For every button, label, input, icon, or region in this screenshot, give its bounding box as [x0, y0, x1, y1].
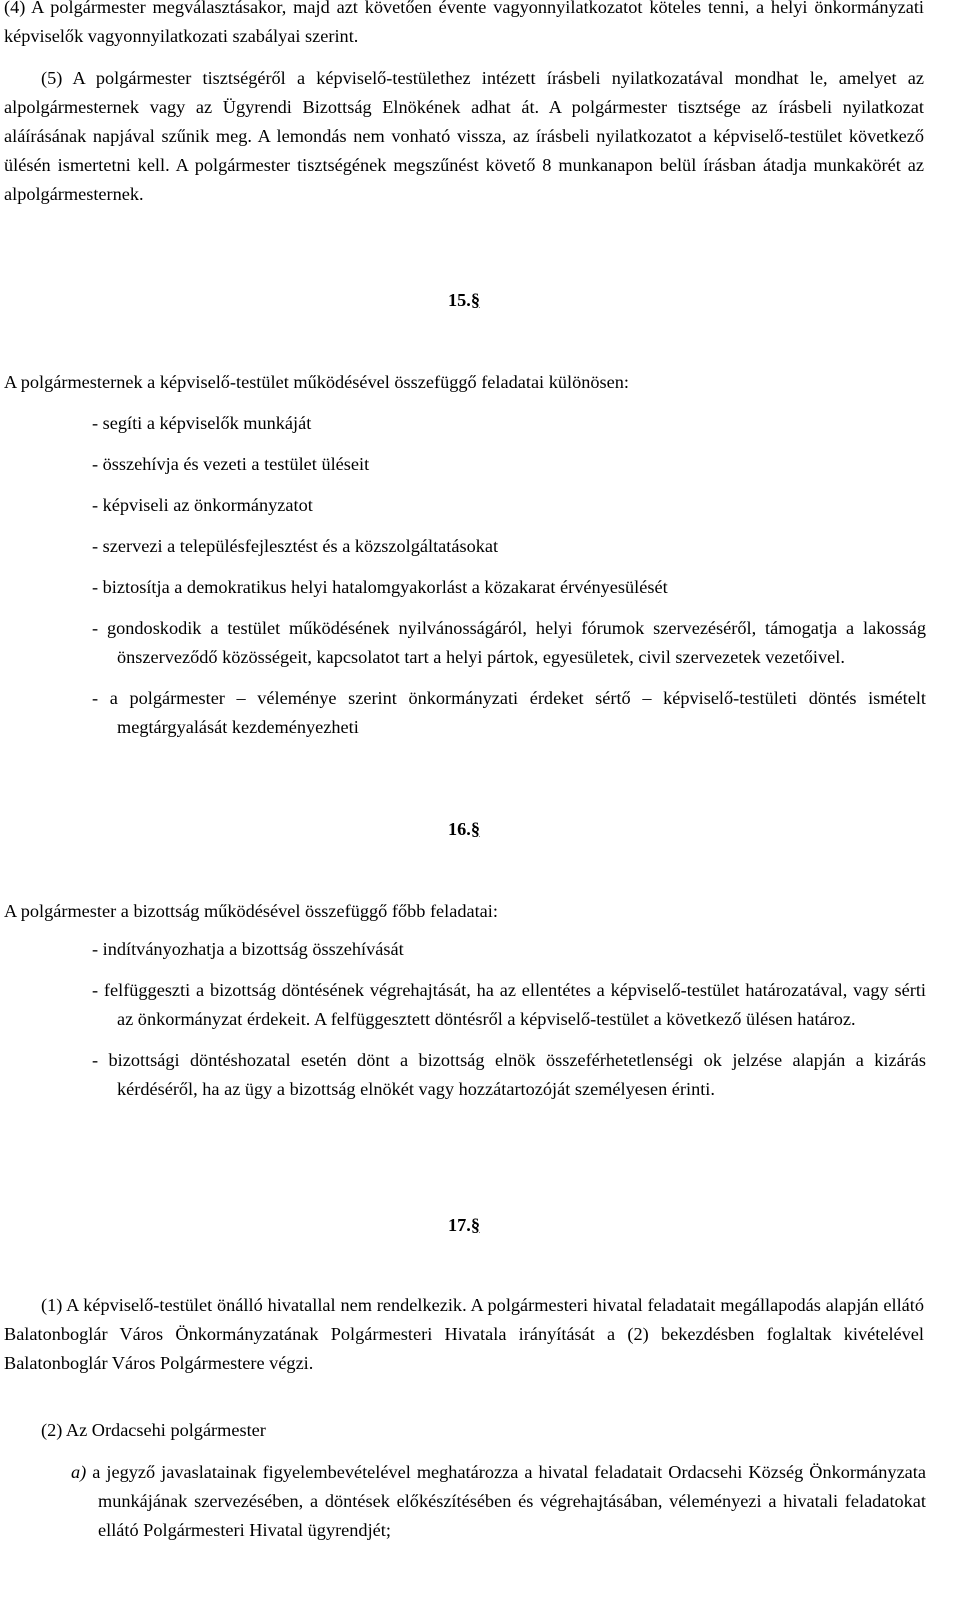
- section-number: 16.: [448, 819, 471, 839]
- list-item: - gondoskodik a testület működésének nyilvánosságáról, helyi fórumok szervezéséről, támogatja a lakosság önszerveződő közösségeit, kapcsolatot tart a helyi pártok, egyesületek, civil szervezetek vezetőivel.: [92, 618, 926, 667]
- section-16-list: [0, 935, 926, 1104]
- section-symbol: §: [470, 819, 480, 839]
- list-item: - bizottsági döntéshozatal esetén dönt a bizottság elnök összeférhetetlenségi ok jelzése alapján a kizárás kérdéséről, ha az ügy a bizottság elnökét vagy hozzátartozóját személyesen érinti.: [92, 1050, 926, 1099]
- list-item: - biztosítja a demokratikus helyi hatalomgyakorlást a közakarat érvényesülését: [92, 577, 668, 597]
- section-symbol: §: [470, 1215, 480, 1235]
- paragraph-5: (5) A polgármester tisztségéről a képviselő-testülethez intézett írásbeli nyilatkozatával mondhat le, amelyet az alpolgármesternek vagy az Ügyrendi Bizottság Elnökének adhat át. A polgármester tisztsége az írásbeli nyilatkozat aláírásának napjával szűnik meg. A lemondás nem vonható vissza, az írásbeli nyilatkozatot a képviselő-testület következő ülésén ismertetni kell. A polgármester tisztségének megszűnést követő 8 munkanapon belül írásban átadja munkakörét az alpolgármesternek.: [4, 68, 924, 204]
- list-item: - összehívja és vezeti a testület üléseit: [92, 454, 370, 474]
- section-symbol: §: [470, 290, 480, 310]
- list-item: - a polgármester – véleménye szerint önkormányzati érdeket sértő – képviselő-testületi döntés ismételt megtárgyalását kezdeményezheti: [92, 688, 926, 737]
- section-16-heading: [4, 815, 924, 844]
- section-16-intro: A polgármester a bizottság működésével összefüggő főbb feladatai:: [4, 901, 498, 921]
- section-17-paragraph-2: (2) Az Ordacsehi polgármester: [41, 1420, 266, 1440]
- list-item: - segíti a képviselők munkáját: [92, 413, 312, 433]
- section-15-intro: A polgármesternek a képviselő-testület működésével összefüggő feladatai különösen:: [4, 372, 629, 392]
- section-17-paragraph-1: (1) A képviselő-testület önálló hivatallal nem rendelkezik. A polgármesteri hivatal feladatait megállapodás alapján ellátó Balatonboglár Város Önkormányzatának Polgármesteri Hivatala irányítását a (2) bekezdésben foglaltak kivételével Balatonboglár Város Polgármestere végzi.: [4, 1295, 924, 1373]
- section-15-heading: [4, 286, 924, 315]
- section-17-heading: [4, 1211, 924, 1240]
- item-text: a jegyző javaslatainak figyelembevételével meghatározza a hivatal feladatait Ordacsehi Község Önkormányzata munkájának szervezésében, a döntések előkészítésében és végrehajtásában, véleményezi a hivatali feladatokat ellátó Polgármesteri Hivatal ügyrendjét;: [92, 1462, 926, 1540]
- list-item: - szervezi a településfejlesztést és a közszolgáltatásokat: [92, 536, 499, 556]
- list-item: - indítványozhatja a bizottság összehívását: [92, 939, 404, 959]
- section-17-sublist: [0, 1458, 926, 1545]
- section-number: 15.: [448, 290, 471, 310]
- item-marker: a): [71, 1462, 87, 1482]
- section-number: 17.: [448, 1215, 471, 1235]
- list-item: [0, 1458, 926, 1545]
- list-item: - képviseli az önkormányzatot: [92, 495, 313, 515]
- paragraph-4: (4) A polgármester megválasztásakor, majd azt követően évente vagyonnyilatkozatot köteles tenni, a helyi önkormányzati képviselők vagyonnyilatkozati szabályai szerint.: [4, 0, 924, 46]
- section-15-list: [0, 409, 926, 742]
- list-item: - felfüggeszti a bizottság döntésének végrehajtását, ha az ellentétes a képviselő-testület határozatával, vagy sérti az önkormányzat érdekeit. A felfüggesztett döntésről a képviselő-testület a következő ülésen határoz.: [92, 980, 926, 1029]
